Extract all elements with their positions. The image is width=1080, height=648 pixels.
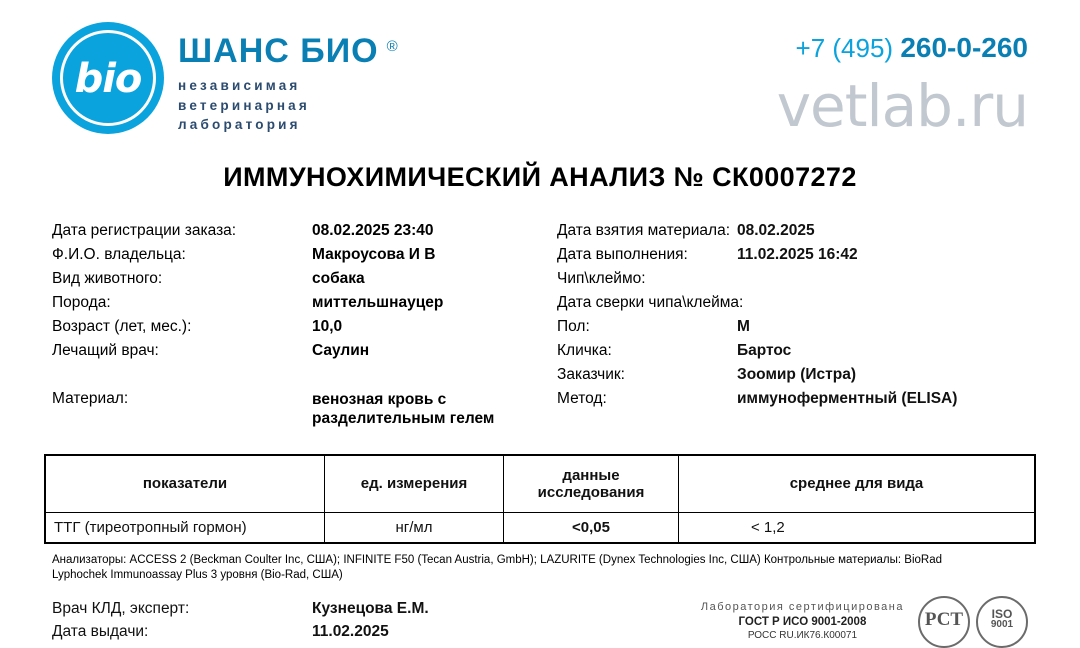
label-animal-type: Вид животного: — [52, 270, 163, 287]
label-issue-date: Дата выдачи: — [52, 622, 149, 640]
value-material — [312, 387, 557, 432]
contact-phone — [796, 32, 1028, 64]
value-attending-doctor: Саулин — [312, 342, 370, 359]
label-owner-name: Ф.И.О. владельца: — [52, 246, 186, 263]
rst-stamp-label: РСТ — [924, 608, 964, 630]
bio-logo-icon — [52, 22, 164, 134]
patient-info-grid — [52, 219, 1028, 432]
cell-unit: нг/мл — [325, 512, 504, 543]
label-chip-brand: Чип\клеймо: — [557, 270, 646, 287]
brand-subtitle — [178, 76, 398, 135]
column-header-unit: ед. измерения — [325, 455, 504, 513]
label-method: Метод: — [557, 390, 607, 407]
value-chip-check-date — [717, 291, 1028, 315]
value-spacer — [312, 363, 557, 387]
certification-text — [701, 601, 904, 642]
label-age: Возраст (лет, мес.): — [52, 318, 192, 335]
value-issue-date: 11.02.2025 — [312, 622, 389, 640]
label-customer: Заказчик: — [557, 366, 625, 383]
signature-block — [52, 600, 1028, 641]
page-header — [0, 0, 1080, 150]
brand-logo — [52, 22, 398, 135]
certification-line-3: РОСС RU.ИК76.К00071 — [747, 629, 858, 641]
label-material: Материал: — [52, 390, 129, 407]
value-sex: М — [737, 318, 750, 335]
certification-block — [701, 596, 1028, 648]
rst-stamp-icon — [918, 596, 970, 648]
phone-prefix: +7 (495) — [795, 33, 894, 63]
website-watermark: vetlab.ru — [776, 72, 1028, 140]
brand-name: ШАНС БИО — [178, 32, 379, 70]
value-sampling-date: 08.02.2025 — [737, 222, 815, 239]
analyzers-footnote-line-1: Анализаторы: ACCESS 2 (Beckman Coulter Inc, США); INFINITE F50 (Tecan Austria, GmbH); LAZURITE (Dynex Technologies Inc, США) Контрольные материалы: BioRad — [52, 553, 942, 566]
certification-line-2: ГОСТ Р ИСО 9001-2008 — [738, 616, 867, 629]
value-completion-date: 11.02.2025 16:42 — [737, 246, 858, 263]
column-header-reference: среднее для вида — [679, 455, 1036, 513]
registered-mark-icon: ® — [386, 38, 398, 55]
value-lab-doctor: Кузнецова Е.М. — [312, 599, 429, 617]
brand-subtitle-line-1: независимая — [178, 78, 301, 93]
phone-number: 260-0-260 — [900, 32, 1028, 63]
cell-reference-range: < 1,2 — [679, 512, 1036, 543]
value-chip-brand — [717, 267, 1028, 291]
table-row — [45, 512, 1035, 543]
value-material-line-2: разделительным гелем — [312, 410, 495, 428]
label-spacer — [52, 363, 312, 387]
label-pet-name: Кличка: — [557, 342, 612, 359]
cell-indicator-name: ТТГ (тиреотропный гормон) — [45, 512, 325, 543]
value-method: иммуноферментный (ELISA) — [737, 390, 958, 407]
certification-line-1: Лаборатория сертифицирована — [700, 601, 904, 614]
column-header-value-line-2: исследования — [537, 483, 645, 501]
cell-result-value: <0,05 — [504, 512, 679, 543]
iso-stamp-icon — [976, 596, 1028, 648]
brand-text-block — [178, 22, 398, 135]
logo-mark-text: bio — [74, 56, 142, 102]
brand-subtitle-line-2: ветеринарная — [178, 97, 310, 113]
label-registration-date: Дата регистрации заказа: — [52, 222, 237, 239]
label-attending-doctor: Лечащий врач: — [52, 342, 159, 359]
table-header-row — [45, 455, 1035, 513]
label-sex: Пол: — [557, 318, 590, 335]
column-header-indicator: показатели — [45, 455, 325, 513]
value-customer: Зоомир (Истра) — [737, 366, 856, 383]
value-registration-date: 08.02.2025 23:40 — [312, 222, 434, 239]
value-animal-type: собака — [312, 270, 365, 287]
label-completion-date: Дата выполнения: — [557, 246, 688, 263]
value-pet-name: Бартос — [737, 342, 792, 359]
value-owner-name: Макроусова И В — [312, 246, 436, 263]
column-header-value — [504, 455, 679, 513]
page-title: ИММУНОХИМИЧЕСКИЙ АНАЛИЗ № СК0007272 — [223, 162, 857, 192]
iso-stamp-label — [978, 608, 1026, 631]
analyzers-footnote — [52, 553, 1028, 584]
brand-subtitle-line-3: лаборатория — [178, 117, 301, 133]
value-age: 10,0 — [312, 318, 343, 335]
label-breed: Порода: — [52, 294, 111, 311]
label-sampling-date: Дата взятия материала: — [557, 222, 730, 239]
iso-stamp-top: ISO — [991, 606, 1013, 621]
iso-stamp-bottom: 9001 — [990, 619, 1014, 631]
analyzers-footnote-line-2: Lyphochek Immunoassay Plus 3 уровня (Bio-Rad, США) — [52, 569, 343, 582]
value-material-line-1: венозная кровь с — [312, 391, 447, 408]
results-table — [44, 454, 1036, 544]
value-breed: миттельшнауцер — [312, 294, 444, 311]
label-lab-doctor: Врач КЛД, эксперт: — [52, 599, 190, 617]
label-chip-check-date: Дата сверки чипа\клейма: — [557, 294, 744, 311]
column-header-value-line-1: данные — [562, 466, 620, 484]
